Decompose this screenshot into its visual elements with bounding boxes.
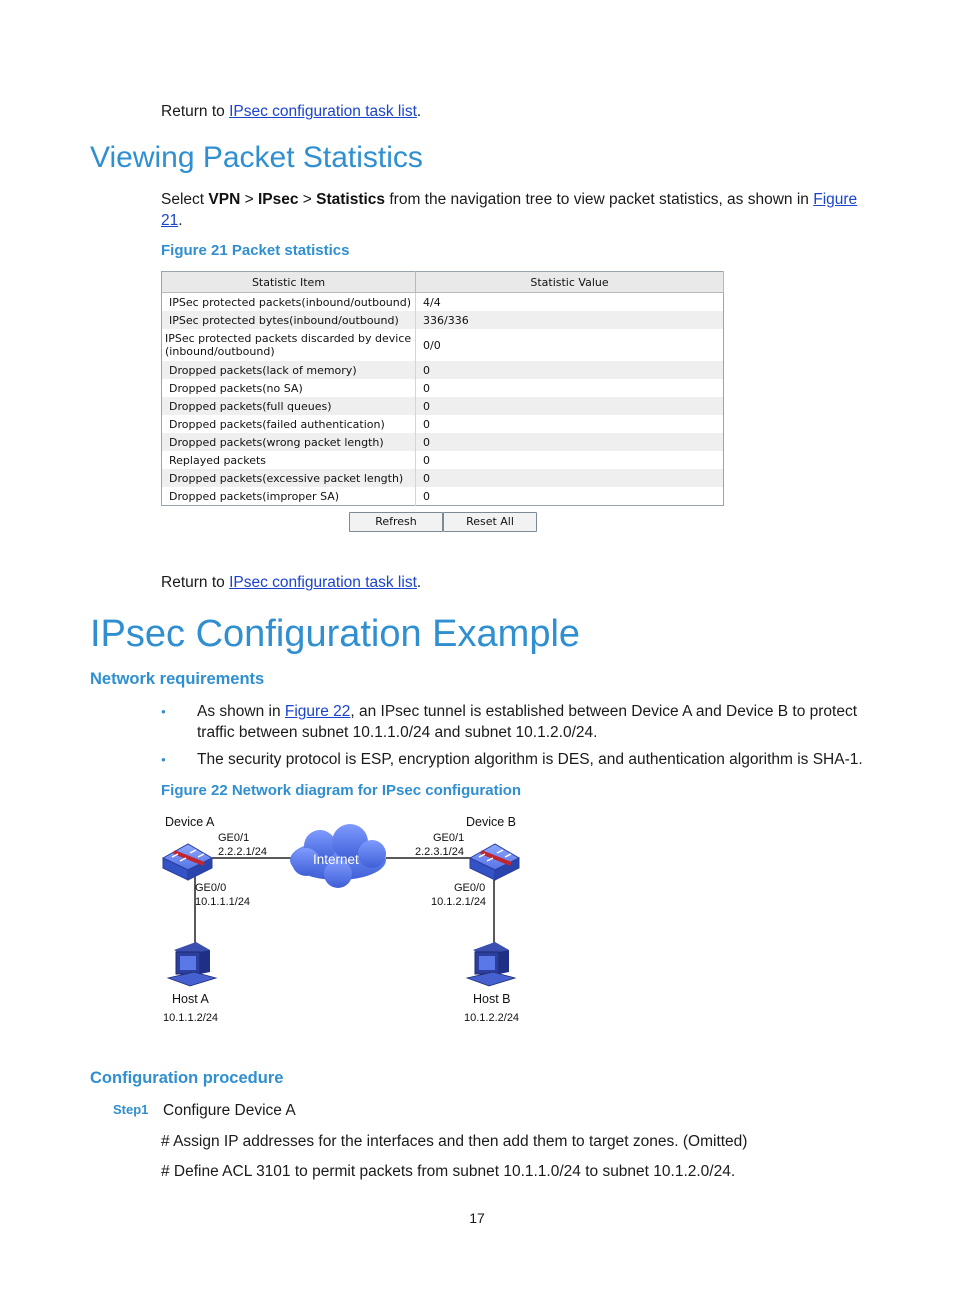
table-row xyxy=(162,329,724,361)
stat-value: 0 xyxy=(416,433,724,451)
return-line: Return to IPsec configuration task list. xyxy=(161,574,422,591)
stat-item: Dropped packets(no SA) xyxy=(162,379,416,397)
config-comment: # Assign IP addresses for the interfaces and then add them to target zones. (Omitted) xyxy=(161,1133,748,1150)
b-ge00-ip: 10.1.2.1/24 xyxy=(431,896,487,908)
menu-statistics: Statistics xyxy=(316,191,386,208)
stat-item: IPSec protected packets discarded by device (inbound/outbound) xyxy=(162,329,416,361)
menu-ipsec: IPsec xyxy=(257,191,299,208)
network-diagram xyxy=(150,808,540,1030)
figure-caption: Figure 21 Packet statistics xyxy=(161,242,350,259)
subsection-title: Network requirements xyxy=(90,670,265,688)
table-row xyxy=(162,311,724,329)
stat-item: IPSec protected packets(inbound/outbound) xyxy=(162,293,416,312)
table-row xyxy=(162,361,724,379)
stat-value: 0 xyxy=(416,451,724,469)
table-row xyxy=(162,379,724,397)
reset-all-button[interactable]: Reset All xyxy=(443,512,537,532)
stat-value: 0 xyxy=(416,397,724,415)
section-title: Viewing Packet Statistics xyxy=(90,141,423,174)
figure-22-link[interactable]: Figure 22 xyxy=(284,703,351,720)
column-header-value: Statistic Value xyxy=(416,272,724,293)
host-b-ip: 10.1.2.2/24 xyxy=(464,1012,520,1024)
stat-item: Dropped packets(improper SA) xyxy=(162,487,416,506)
stat-item: Replayed packets xyxy=(162,451,416,469)
table-row xyxy=(162,293,724,312)
host-a-label: Host A xyxy=(172,992,209,1006)
refresh-button[interactable]: Refresh xyxy=(349,512,443,532)
stat-value: 0 xyxy=(416,487,724,506)
stat-value: 0/0 xyxy=(416,329,724,361)
a-ge01-ip: 2.2.2.1/24 xyxy=(218,846,267,858)
host-a-ip: 10.1.1.2/24 xyxy=(163,1012,219,1024)
stat-value: 0 xyxy=(416,415,724,433)
stat-item: Dropped packets(wrong packet length) xyxy=(162,433,416,451)
stat-item: Dropped packets(lack of memory) xyxy=(162,361,416,379)
config-comment: # Define ACL 3101 to permit packets from subnet 10.1.1.0/24 to subnet 10.1.2.0/24. xyxy=(161,1163,736,1180)
stat-value: 336/336 xyxy=(416,311,724,329)
packet-statistics-table xyxy=(161,271,724,506)
table-row xyxy=(162,397,724,415)
table-row xyxy=(162,451,724,469)
stat-value: 0 xyxy=(416,379,724,397)
list-item: ● As shown in Figure 22, an IPsec tunnel is established between Device A and Device B to protect traffic between subnet 10.1.1.0/24 and subnet 10.1.2.0/24. xyxy=(161,701,864,743)
chapter-title: IPsec Configuration Example xyxy=(90,613,581,655)
task-list-link[interactable]: IPsec configuration task list xyxy=(229,103,417,120)
return-line: Return to IPsec configuration task list. xyxy=(161,103,422,120)
table-row xyxy=(162,433,724,451)
intro-paragraph: Select VPN > IPsec > Statistics from the navigation tree to view packet statistics, as shown in Figure 21. xyxy=(161,191,858,229)
column-header-item: Statistic Item xyxy=(162,272,416,293)
stat-item: Dropped packets(excessive packet length) xyxy=(162,469,416,487)
host-b-icon xyxy=(467,942,515,986)
router-a-icon xyxy=(163,844,212,880)
internet-label: Internet xyxy=(313,852,359,867)
figure-caption: Figure 22 Network diagram for IPsec configuration xyxy=(161,782,522,799)
stat-value: 4/4 xyxy=(416,293,724,312)
menu-vpn: VPN xyxy=(208,191,241,208)
a-ge00-ip: 10.1.1.1/24 xyxy=(195,896,251,908)
table-row xyxy=(162,469,724,487)
stat-item: IPSec protected bytes(inbound/outbound) xyxy=(162,311,416,329)
stat-value: 0 xyxy=(416,469,724,487)
table-row xyxy=(162,487,724,506)
b-ge00-label: GE0/0 xyxy=(454,882,486,894)
step-label: Step1 xyxy=(113,1102,149,1117)
step-text: Configure Device A xyxy=(163,1102,296,1119)
task-list-link[interactable]: IPsec configuration task list xyxy=(229,574,417,591)
stat-item: Dropped packets(failed authentication) xyxy=(162,415,416,433)
subsection-title: Configuration procedure xyxy=(90,1069,284,1087)
requirements-list xyxy=(161,701,864,770)
a-ge01-label: GE0/1 xyxy=(218,832,250,844)
router-b-icon xyxy=(470,844,519,880)
figure-21-link-cont[interactable]: 21 xyxy=(161,212,179,229)
stat-value: 0 xyxy=(416,361,724,379)
b-ge01-ip: 2.2.3.1/24 xyxy=(415,846,464,858)
table-row xyxy=(162,415,724,433)
stat-item: Dropped packets(full queues) xyxy=(162,397,416,415)
device-a-label: Device A xyxy=(165,815,215,829)
list-item: ● The security protocol is ESP, encryption algorithm is DES, and authentication algorithm is SHA-1. xyxy=(161,749,864,770)
device-b-label: Device B xyxy=(466,815,517,829)
page-number: 17 xyxy=(469,1210,485,1226)
figure-21-link[interactable]: Figure xyxy=(813,191,858,208)
a-ge00-label: GE0/0 xyxy=(195,882,227,894)
host-a-icon xyxy=(168,942,216,986)
b-ge01-label: GE0/1 xyxy=(433,832,465,844)
host-b-label: Host B xyxy=(473,992,511,1006)
